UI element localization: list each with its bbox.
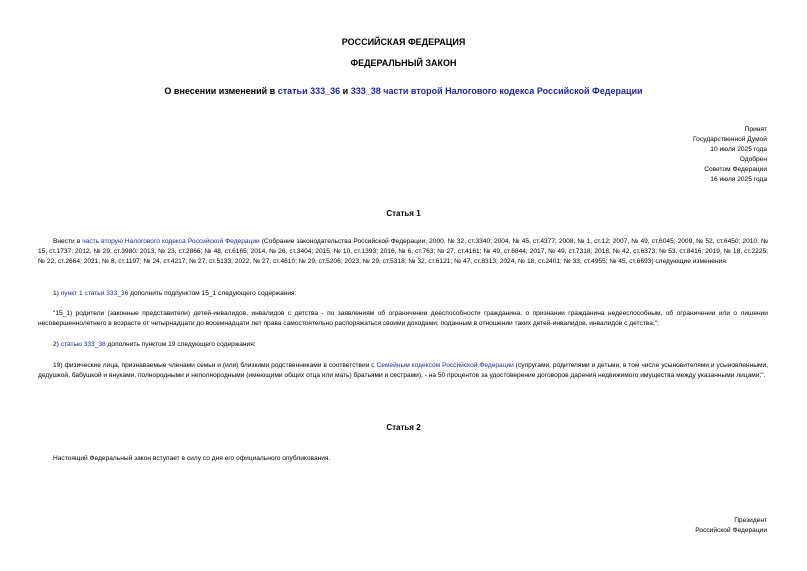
link-tax-code-part-two[interactable]: часть вторую Налогового кодекса Российской Федерации	[82, 238, 260, 245]
signature-line: Президент	[734, 517, 767, 524]
adoption-block	[567, 125, 767, 185]
law-type-heading: ФЕДЕРАЛЬНЫЙ ЗАКОН	[350, 58, 457, 68]
title-link-article-333-38[interactable]: 333_38 части второй Налогового кодекса Российской Федерации	[350, 86, 643, 96]
p5-rest: (супругами, родителями и детьми, в том числе усыновителями и усыновленными, дедушкой, бабушкой и внуками, полнородными и неполнородными (имеющими общих отца или мать) братьями и сестрами), - на 50 процентов за удостоверение договоров дарения недвижимого имущества между указанными лицами;".	[38, 362, 768, 379]
p2-rest: дополнить подпунктом 15_1 следующего содержания:	[128, 290, 297, 297]
country-heading: РОССИЙСКАЯ ФЕДЕРАЦИЯ	[341, 37, 466, 47]
article-2-paragraph: Настоящий Федеральный закон вступает в силу со дня его официального опубликования.	[53, 455, 331, 462]
p1-rest: (Собрание законодательства Российской Федерации, 2000, № 32, ст.3340; 2004, № 45, ст.4377; 2008, № 1, ст.12; 2007, № 49, ст.6045; 2009, № 52, ст.6450; 2010, № 15, ст.1737; 2012, № 29, ст.3980; 2013, № 23, ст.2866; № 48, ст.6165; 2014, № 26, ст.3404; 2015, № 10, ст.1393; 2016, № 6, ст.763; № 27, ст.4161; № 49, ст.6844; 2017, № 49, ст.7318; 2018, № 42, ст.6373; № 53, ст.8416; 2019, № 18, ст.2225; № 22, ст.2664; 2021, № 8, ст.1197; № 24, ст.4217; № 27, ст.5133; 2022, № 27, ст.4610; № 29, ст.5206; 2023, № 29, ст.5318; № 32, ст.6121; № 47, ст.8313; 2024, № 18, ст.2401; № 33, ст.4955; № 45, ст.6693) следующие изменения:	[38, 238, 769, 265]
article-1-heading: Статья 1	[386, 209, 421, 218]
title-prefix: О внесении изменений в	[164, 86, 278, 96]
link-family-code[interactable]: Семейным кодексом Российской Федерации	[376, 362, 514, 369]
adoption-line: 16 июля 2025 года	[710, 176, 767, 183]
p5-prefix: 19) физические лица, признаваемые членами семьи и (или) близкими родственниками в соответствии с	[53, 362, 377, 369]
article-1-paragraph	[38, 237, 768, 267]
link-clause-1-article-333-36[interactable]: пункт 1 статьи 333_36	[60, 290, 129, 297]
amendment-1	[38, 289, 768, 299]
article-2-heading: Статья 2	[386, 423, 421, 432]
adoption-line: Государственной Думой	[693, 136, 767, 143]
signature-block	[567, 516, 767, 536]
title-link-article-333-36[interactable]: статьи 333_36	[277, 86, 341, 96]
amendment-1-text: "15_1) родители (законные представители) детей-инвалидов, инвалидов с детства - по заявлениям об ограничении дееспособности гражданина, о признании гражданина недееспособным, об ограничении или о лишении несовершеннолетнего в возрасте от четырнадцати до восемнадцати лет права самостоятельно распоряжаться своими доходами, поданным в отношении таких детей-инвалидов, инвалидов с детства;";	[38, 310, 768, 327]
law-title	[0, 86, 807, 96]
adoption-line: Советом Федерации	[704, 166, 767, 173]
link-article-333-38[interactable]: статью 333_38	[60, 341, 106, 348]
adoption-line: Одобрен	[739, 156, 767, 163]
p2-prefix: 1)	[53, 290, 61, 297]
adoption-line: Принят	[744, 126, 767, 133]
adoption-line: 10 июля 2025 года	[710, 146, 767, 153]
title-mid: и	[340, 86, 351, 96]
signature-line: Российской Федерации	[695, 527, 767, 534]
p4-rest: дополнить пунктом 19 следующего содержания:	[105, 341, 256, 348]
amendment-2	[38, 340, 768, 350]
p1-prefix: Внести в	[53, 238, 83, 245]
p4-prefix: 2)	[53, 341, 61, 348]
amendment-2-text	[38, 361, 768, 381]
